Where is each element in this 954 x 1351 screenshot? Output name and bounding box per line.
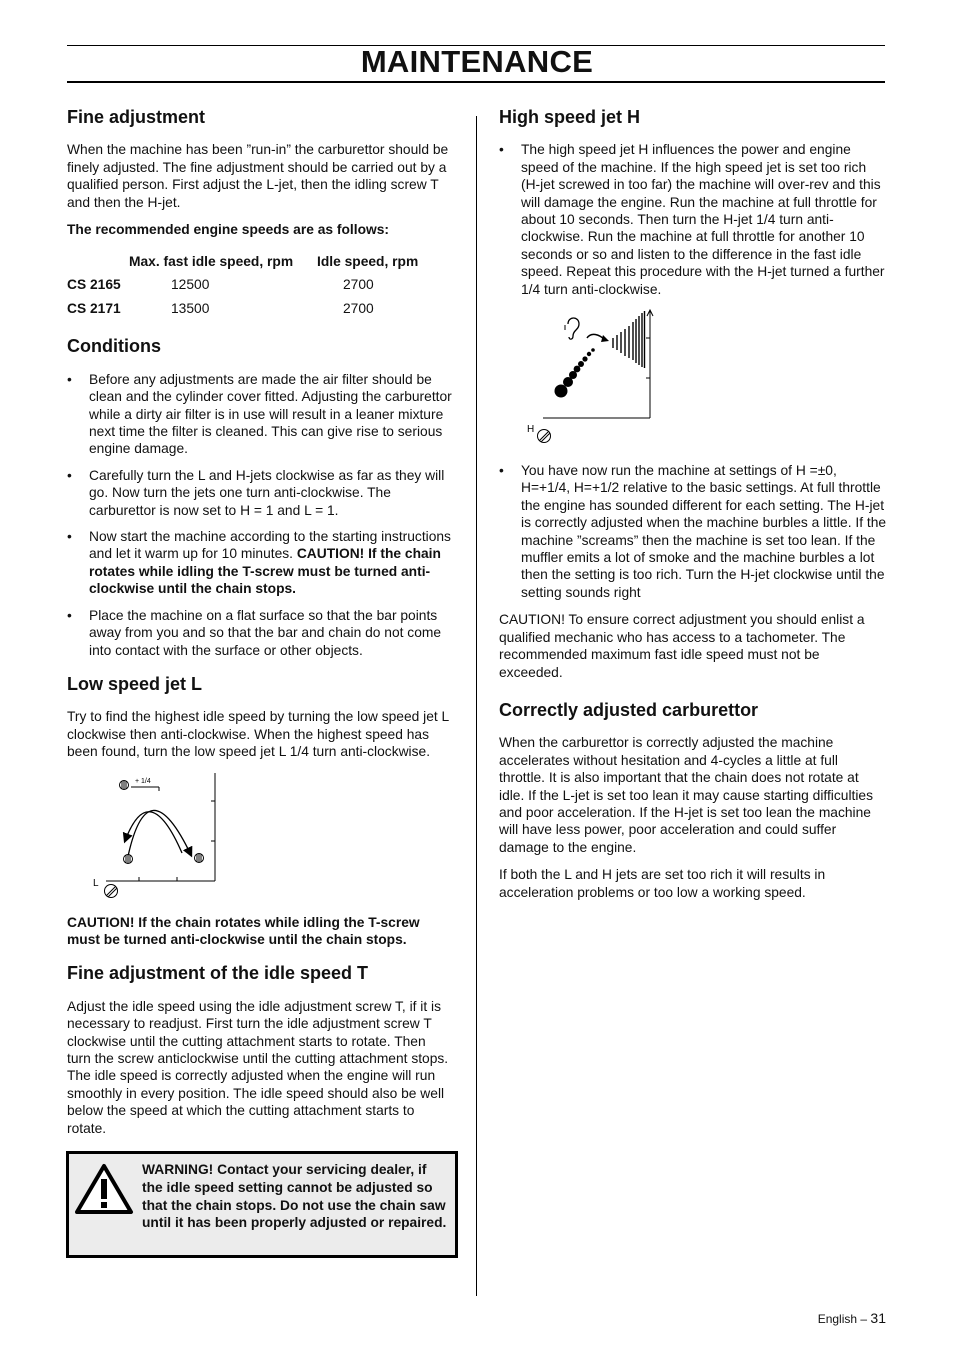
high-speed-list-2 xyxy=(499,462,887,601)
correct-carburettor-text: When the carburettor is correctly adjusted the machine accelerates without hesitation and 4-cycles a little at full throttle. It is also important that the chain does not rotate at idle. If the L-jet is set too lean it may cause starting difficulties and poor acceleration. If the H-jet is set too lean the machine will have less power, poor acceleration and could suffer damage to the engine. xyxy=(499,735,873,855)
ear-icon xyxy=(565,318,579,339)
high-speed-heading: High speed jet H xyxy=(499,107,641,127)
page-footer xyxy=(818,1310,886,1326)
page-title: MAINTENANCE xyxy=(360,44,594,79)
table-header-row xyxy=(67,248,418,273)
idle-cell: 2700 xyxy=(343,277,374,293)
model-cell: CS 2171 xyxy=(67,301,121,317)
low-jet-diagram xyxy=(89,771,249,906)
warning-box xyxy=(66,1151,458,1258)
rich-setting-text: If both the L and H jets are set too rich it will results in acceleration problems or too low a working speed. xyxy=(499,867,826,900)
idle-cell: 2700 xyxy=(343,301,374,317)
high-speed-list xyxy=(499,141,887,298)
list-item: • Before any adjustments are made the air filter should be clean and the cylinder cover fitted. Adjusting the carburettor while a dirty air filter is in use will result in a leaner mixture next time the filter is cleaned. This can give rise to serious engine damage. xyxy=(67,371,453,458)
list-item: • You have now run the machine at settings of H =±0, H=+1/4, H=+1/2 relative to the basic settings. At full throttle the engine has sounded different for each setting. The H-jet is correctly adjusted when the machine burbles a little. If the machine ”screams” then the machine is set too lean. If the muffler emits a lot of smoke and the machine burbles a lot then the setting is too rich. Turn the H-jet clockwise until the setting sounds right xyxy=(499,462,887,601)
fine-adjustment-text: When the machine has been ”run-in” the carburettor should be finely adjusted. The fine adjustment should be carried out by a qualified person. First adjust the L-jet, then the idling screw T and then the H-jet. xyxy=(67,142,449,210)
footer-language: English xyxy=(817,1312,858,1326)
fine-adjustment-heading: Fine adjustment xyxy=(67,107,206,127)
fast-idle-cell: 12500 xyxy=(171,277,210,293)
l-jet-caution: CAUTION! If the chain rotates while idling the T-screw must be turned anti-clockwise until the chain stops. xyxy=(67,914,420,947)
screw-icon xyxy=(195,853,204,862)
tachometer-caution: CAUTION! To ensure correct adjustment you should enlist a qualified mechanic who has access to a tachometer. The recommended maximum fast idle speed must not be exceeded. xyxy=(499,612,865,680)
warmup-text: Now start the machine according to the starting instructions and let it warm up for 10 minutes. xyxy=(89,529,451,562)
l-jet-screw-icon xyxy=(105,884,118,897)
low-speed-text: Try to find the highest idle speed by turning the low speed jet L clockwise then anti-clockwise. When the highest speed has been found, turn the low speed jet L 1/4 turn anti-clockwise. xyxy=(67,709,449,760)
idle-speed-text: Adjust the idle speed using the idle adjustment screw T, if it is necessary to readjust. First turn the idle adjustment screw T clockwise until the cutting attachment starts to rotate. Then turn the screw anticlockwise until the cutting attachment stops. The idle speed is correctly adjusted when the engine will run smoothly in every position. The idle speed should also be well below the speed at which the cutting attachment starts to rotate. xyxy=(67,998,449,1136)
sound-dots xyxy=(555,348,595,397)
recommended-speeds-label: The recommended engine speeds are as follows: xyxy=(67,222,390,238)
l-jet-label: L xyxy=(93,877,99,889)
chain-caution: CAUTION! If the chain rotates while idling the T-screw must be turned anti-clockwise until the chain stops. xyxy=(89,546,441,597)
h-jet-screw-icon xyxy=(538,430,551,443)
quarter-turn-label: + 1/4 xyxy=(135,777,151,785)
conditions-list xyxy=(67,371,453,659)
list-item: • Carefully turn the L and H-jets clockwise as far as they will go. Now turn the jets one turn anti-clockwise. The carburettor is now set to H = 1 and L = 1. xyxy=(67,467,453,519)
high-jet-diagram xyxy=(521,308,691,448)
fast-idle-cell: 13500 xyxy=(171,301,210,317)
left-column xyxy=(67,106,453,1147)
correct-carburettor-heading: Correctly adjusted carburettor xyxy=(499,699,759,720)
list-item: • Place the machine on a flat surface so that the bar points away from you and so that the bar and chain do not come into contact with the surface or other objects. xyxy=(67,607,453,659)
list-item: • The high speed jet H influences the power and engine speed of the machine. If the high speed jet is set too rich (H-jet screwed in too far) the machine will over-rev and this will damage the engine. Run the machine at full throttle for about 10 seconds. Then turn the H-jet 1/4 turn anti-clockwise. Run the machine at full throttle for another 10 seconds or so and listen to the difference in the fast idle speed. Repeat this procedure with the H-jet turned a further 1/4 turn anti-clockwise. xyxy=(499,141,887,298)
page-number: 31 xyxy=(870,1310,886,1326)
table-header xyxy=(67,248,129,273)
h-jet-label: H xyxy=(527,424,535,436)
table-header: Max. fast idle speed, rpm xyxy=(129,254,294,270)
low-speed-heading: Low speed jet L xyxy=(67,673,203,694)
idle-speed-heading: Fine adjustment of the idle speed T xyxy=(67,963,369,984)
column-divider xyxy=(476,116,477,1296)
table-row xyxy=(67,273,418,297)
warning-icon xyxy=(73,1162,135,1216)
footer-separator: – xyxy=(860,1312,868,1326)
screw-icon xyxy=(124,854,133,863)
screw-icon xyxy=(120,780,129,789)
warning-text: WARNING! Contact your servicing dealer, if the idle speed setting cannot be adjusted so that the chain stops. Do not use the chain saw until it has been properly adjusted or repaired. xyxy=(142,1162,447,1231)
model-cell: CS 2165 xyxy=(67,277,121,293)
conditions-heading: Conditions xyxy=(67,336,161,357)
right-column xyxy=(499,106,887,911)
sound-wave-icon xyxy=(613,311,645,368)
table-row xyxy=(67,297,418,321)
list-item xyxy=(67,528,453,598)
engine-speed-table xyxy=(67,248,418,321)
title-rule xyxy=(67,81,885,83)
table-header: Idle speed, rpm xyxy=(317,254,419,270)
